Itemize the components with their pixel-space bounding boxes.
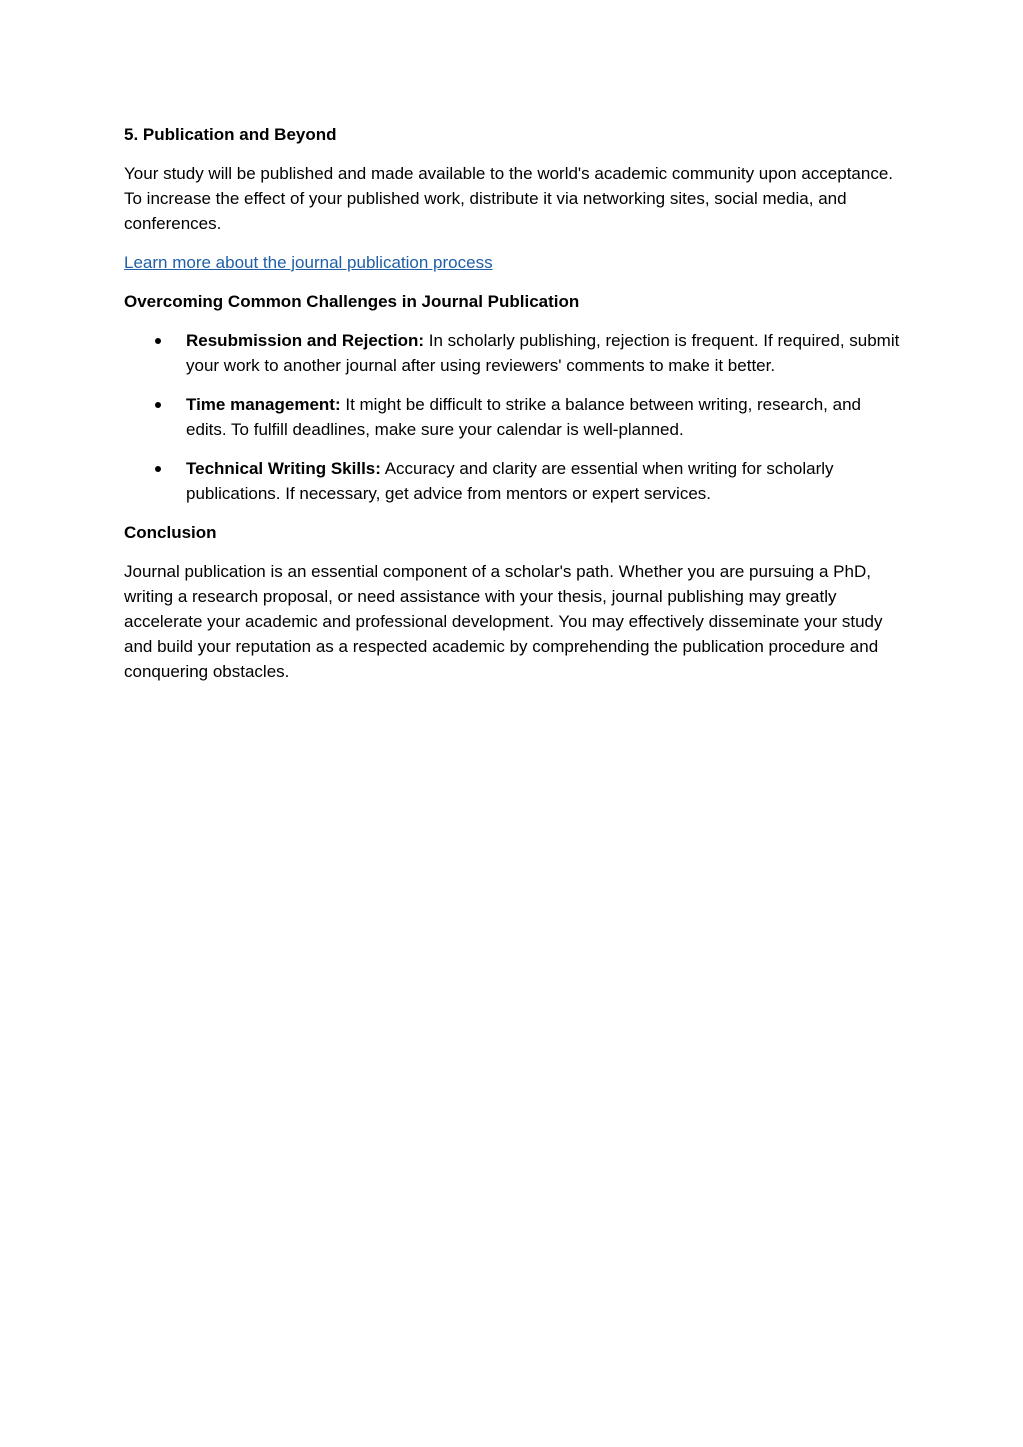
bullet-icon <box>155 402 161 408</box>
link-paragraph <box>124 250 902 275</box>
bullet-icon <box>155 466 161 472</box>
list-item <box>124 456 902 506</box>
challenges-heading: Overcoming Common Challenges in Journal Publication <box>124 292 580 311</box>
conclusion-paragraph: Journal publication is an essential component of a scholar's path. Whether you are pursuing a PhD, writing a research proposal, or need assistance with your thesis, journal publishing may greatly accelerate your academic and professional development. You may effectively disseminate your study and build your reputation as a respected academic by comprehending the publication procedure and conquering obstacles. <box>124 562 883 681</box>
list-item-term: Resubmission and Rejection: <box>186 331 425 350</box>
section-paragraph: Your study will be published and made available to the world's academic community upon acceptance. To increase the effect of your published work, distribute it via networking sites, social media, and conferences. <box>124 164 894 233</box>
list-item <box>124 328 902 378</box>
document-body <box>124 122 902 698</box>
list-item-term: Time management: <box>186 395 341 414</box>
list-item-text: It might be difficult to strike a balance between writing, research, and edits. To fulfill deadlines, make sure your calendar is well-planned. <box>186 395 861 439</box>
list-item <box>124 392 902 442</box>
bullet-icon <box>155 338 161 344</box>
list-item-text: Accuracy and clarity are essential when writing for scholarly publications. If necessary, get advice from mentors or expert services. <box>186 459 834 503</box>
conclusion-heading: Conclusion <box>124 523 217 542</box>
list-item-text: In scholarly publishing, rejection is frequent. If required, submit your work to another journal after using reviewers' comments to make it better. <box>186 331 900 375</box>
list-item-term: Technical Writing Skills: <box>186 459 381 478</box>
challenges-list <box>124 328 902 506</box>
section-heading: 5. Publication and Beyond <box>124 125 337 144</box>
journal-process-link[interactable]: Learn more about the journal publication process <box>124 253 493 272</box>
